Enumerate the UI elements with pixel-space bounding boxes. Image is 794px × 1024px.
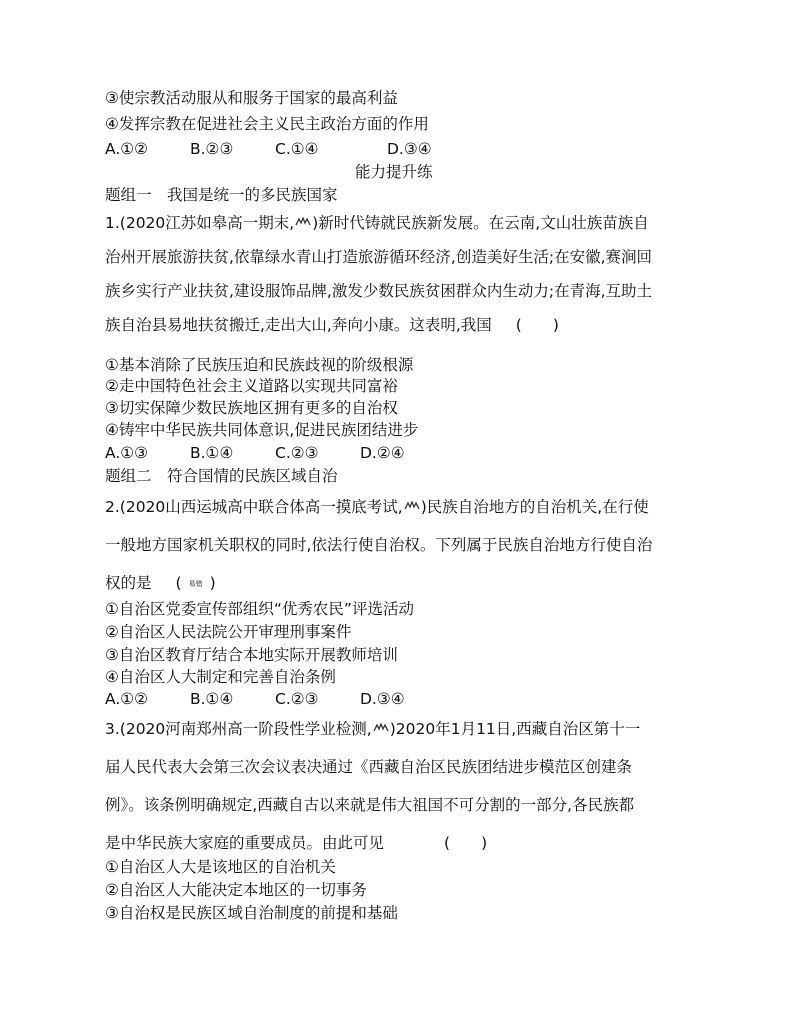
prev-option-3: ③使宗教活动服从和服务于国家的最高利益 — [105, 89, 398, 107]
q2-option-4: ④自治区人大制定和完善自治条例 — [105, 668, 336, 686]
q2-choice-a: A.①② — [105, 690, 149, 708]
q1-choice-d: D.②④ — [360, 444, 405, 462]
q1-line-2: 治州开展旅游扶贫,依靠绿水青山打造旅游循环经济,创造美好生活;在安徽,赛涧回 — [105, 248, 653, 266]
q3-option-1: ①自治区人大是该地区的自治机关 — [105, 858, 336, 876]
q1-line-4: 族自治县易地扶贫搬迁,走出大山,奔向小康。这表明,我国 — [105, 316, 492, 334]
q1-choice-b: B.①④ — [190, 444, 234, 462]
q1-line-1: )新时代铸就民族新发展。在云南,文山壮族苗族自 — [312, 214, 649, 232]
q2-option-2: ②自治区人民法院公开审理刑事案件 — [105, 623, 352, 641]
q3-line-3: 例》。该条例明确规定,西藏自古以来就是伟大祖国不可分割的一部分,各民族都 — [105, 796, 635, 814]
q2-line-2: 一般地方国家机关职权的同时,依法行使自治权。下列属于民族自治地方行使自治 — [105, 536, 653, 554]
error-prone-tag: 易错 — [188, 580, 203, 588]
q3-answer-paren: ( ) — [444, 834, 488, 852]
question-3 — [105, 718, 640, 856]
difficulty-star-icon — [404, 501, 420, 511]
q1-option-3: ③切实保障少数民族地区拥有更多的自治权 — [105, 399, 398, 417]
group1-title: 题组一 我国是统一的多民族国家 — [105, 186, 338, 204]
q1-line-3: 族乡实行产业扶贫,建设服饰品牌,激发少数民族贫困群众内生动力;在青海,互助土 — [105, 282, 653, 300]
q2-option-3: ③自治区教育厅结合本地实际开展教师培训 — [105, 646, 398, 664]
q2-line-1: )民族自治地方的自治机关,在行使 — [420, 498, 649, 516]
q3-option-3: ③自治权是民族区域自治制度的前提和基础 — [105, 904, 398, 922]
q1-choice-a: A.①③ — [105, 444, 149, 462]
group2-title: 题组二 符合国情的民族区域自治 — [105, 467, 338, 485]
q2-choice-d: D.③④ — [360, 690, 405, 708]
question-1 — [105, 212, 652, 338]
question-2 — [105, 496, 652, 596]
q1-choice-c: C.②③ — [275, 444, 319, 462]
prev-choice-d: D.③④ — [387, 140, 432, 158]
q3-option-2: ②自治区人大能决定本地区的一切事务 — [105, 881, 367, 899]
q2-choice-b: B.①④ — [190, 690, 234, 708]
prev-choice-c: C.①④ — [275, 140, 319, 158]
prev-option-4: ④发挥宗教在促进社会主义民主政治方面的作用 — [105, 115, 429, 133]
q1-source: 1.(2020江苏如皋高一期末, — [105, 214, 295, 232]
difficulty-star-icon — [373, 723, 389, 733]
q1-option-2: ②走中国特色社会主义道路以实现共同富裕 — [105, 377, 398, 395]
difficulty-star-icon — [295, 217, 311, 227]
q2-choice-c: C.②③ — [275, 690, 319, 708]
q3-line-2: 届人民代表大会第三次会议表决通过《西藏自治区民族团结进步模范区创建条 — [105, 758, 633, 776]
q2-answer-paren: ( 易错 ) — [175, 574, 216, 592]
prev-choice-a: A.①② — [105, 140, 149, 158]
q1-answer-paren: ( ) — [515, 316, 559, 334]
q2-source: 2.(2020山西运城高中联合体高一摸底考试, — [105, 498, 403, 516]
prev-choice-b: B.②③ — [190, 140, 234, 158]
q3-source: 3.(2020河南郑州高一阶段性学业检测, — [105, 720, 372, 738]
q1-option-1: ①基本消除了民族压迫和民族歧视的阶级根源 — [105, 356, 414, 374]
section-title: 能力提升练 — [355, 163, 433, 181]
q1-option-4: ④铸牢中华民族共同体意识,促进民族团结进步 — [105, 421, 419, 439]
q2-option-1: ①自治区党委宣传部组织“优秀农民”评选活动 — [105, 600, 414, 618]
q2-line-3: 权的是 — [105, 574, 152, 592]
q3-line-4: 是中华民族大家庭的重要成员。由此可见 — [105, 834, 385, 852]
q3-line-1: )2020年1月11日,西藏自治区第十一 — [389, 720, 641, 738]
